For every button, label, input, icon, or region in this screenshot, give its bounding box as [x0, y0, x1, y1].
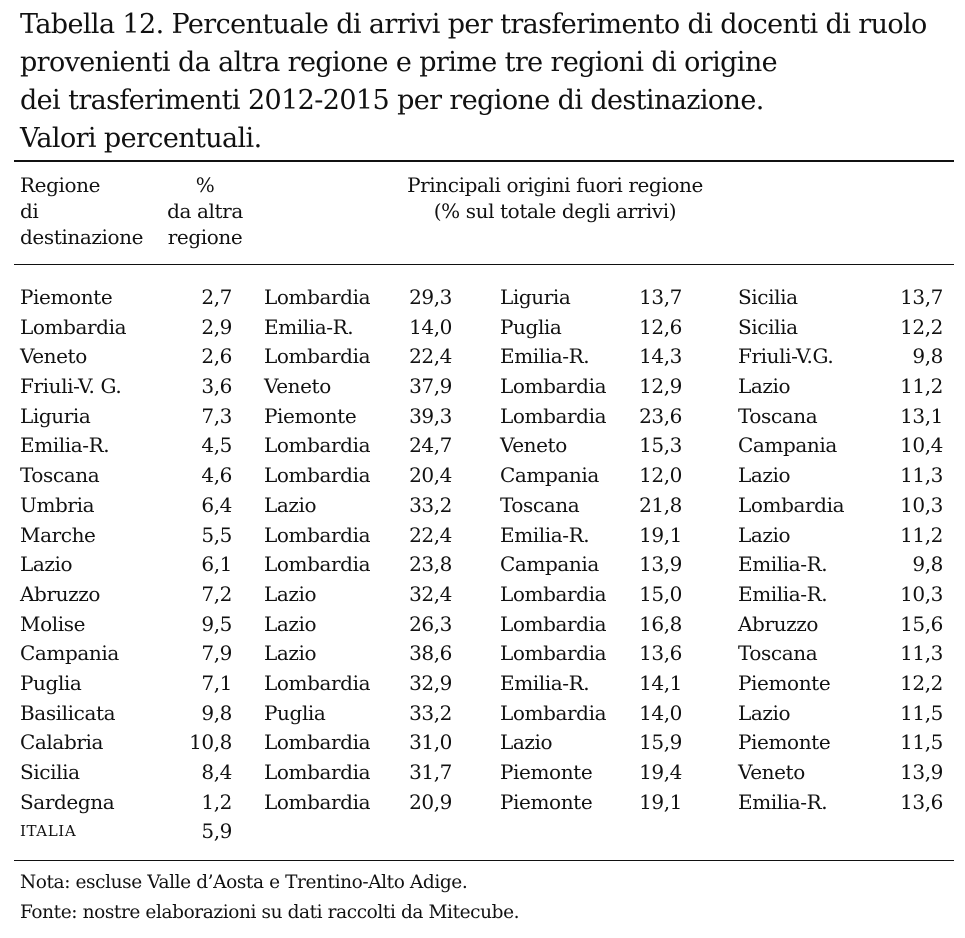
origin-2-name: Campania [500, 463, 599, 488]
origin-2-value: 19,1 [639, 522, 682, 547]
destination-region: Toscana [20, 463, 100, 488]
origin-2-name: Lombardia [500, 581, 607, 606]
percent-other-region: 10,8 [189, 730, 232, 755]
origin-3-value: 10,4 [900, 433, 943, 458]
percent-other-region: 9,5 [201, 611, 232, 636]
origin-2-name: Puglia [500, 314, 562, 339]
table-row [0, 669, 965, 699]
origin-1-name: Lombardia [264, 730, 371, 755]
origin-1-name: Lombardia [264, 344, 371, 369]
destination-region: Lazio [20, 552, 73, 577]
destination-region: Sicilia [20, 760, 80, 784]
total-percent: 5,9 [201, 819, 232, 844]
table-row [0, 313, 965, 343]
header-line: (% sul totale degli arrivi) [433, 199, 677, 223]
origin-1-value: 23,8 [409, 552, 452, 577]
destination-region: Veneto [20, 344, 87, 369]
destination-region: Sardegna [20, 789, 115, 814]
percent-other-region: 2,7 [201, 285, 232, 309]
origin-3-value: 10,3 [900, 581, 943, 606]
origin-1-value: 33,2 [409, 700, 452, 725]
percent-other-region: 5,5 [201, 522, 232, 547]
origin-1-value: 26,3 [409, 611, 452, 636]
table-row [0, 610, 965, 640]
destination-region: Puglia [20, 670, 82, 695]
origin-2-name: Campania [500, 552, 599, 577]
origin-2-value: 16,8 [639, 611, 682, 636]
origin-2-value: 12,0 [639, 463, 682, 488]
destination-region: Campania [20, 641, 119, 666]
table-row [0, 342, 965, 372]
percent-other-region: 7,3 [201, 403, 232, 428]
origin-2-name: Lombardia [500, 403, 607, 428]
header-line: Regione [20, 173, 101, 197]
origin-3-name: Lazio [738, 700, 791, 725]
destination-region: Calabria [20, 730, 104, 755]
origin-1-value: 37,9 [409, 374, 452, 399]
header-line: Principali origini fuori regione [407, 173, 703, 197]
origin-3-name: Abruzzo [738, 611, 819, 636]
caption-line: dei trasferimenti 2012-2015 per regione di destinazione. [20, 85, 764, 116]
origin-3-name: Lazio [738, 522, 791, 547]
table-row [0, 461, 965, 491]
origin-3-value: 10,3 [900, 492, 943, 517]
origin-2-value: 13,6 [639, 641, 682, 666]
table-row [0, 580, 965, 610]
origin-2-name: Lombardia [500, 700, 607, 725]
origin-3-name: Piemonte [738, 670, 831, 695]
destination-region: Lombardia [20, 314, 127, 339]
origin-3-value: 11,3 [900, 463, 943, 488]
percent-other-region: 6,4 [201, 492, 232, 517]
origin-2-value: 21,8 [639, 492, 682, 517]
percent-other-region: 7,2 [201, 581, 232, 606]
origin-2-name: Lombardia [500, 611, 607, 636]
header-origins [360, 172, 750, 224]
origin-1-value: 20,4 [409, 463, 452, 488]
origin-3-value: 13,9 [900, 760, 943, 784]
table-row [0, 521, 965, 551]
origin-1-value: 20,9 [409, 789, 452, 814]
origin-2-name: Emilia-R. [500, 522, 590, 547]
top-rule [14, 160, 954, 162]
origin-2-value: 13,9 [639, 552, 682, 577]
origin-1-value: 39,3 [409, 403, 452, 428]
origin-3-value: 11,5 [900, 730, 943, 755]
destination-region: Basilicata [20, 700, 116, 725]
origin-2-name: Lazio [500, 730, 553, 755]
origin-3-value: 11,3 [900, 641, 943, 666]
origin-1-name: Lazio [264, 492, 317, 517]
origin-1-value: 22,4 [409, 344, 452, 369]
origin-2-value: 14,1 [639, 670, 682, 695]
percent-other-region: 3,6 [201, 374, 232, 399]
header-line: da altra [167, 199, 243, 223]
percent-other-region: 7,1 [201, 670, 232, 695]
origin-3-name: Emilia-R. [738, 789, 828, 814]
origin-3-value: 11,2 [900, 374, 943, 399]
origin-1-value: 24,7 [409, 433, 452, 458]
origin-1-name: Puglia [264, 700, 326, 725]
origin-3-value: 11,5 [900, 700, 943, 725]
origin-1-name: Lazio [264, 641, 317, 666]
origin-2-value: 15,9 [639, 730, 682, 755]
percent-other-region: 9,8 [201, 700, 232, 725]
percent-other-region: 4,6 [201, 463, 232, 488]
destination-region: Umbria [20, 492, 95, 517]
origin-2-value: 12,6 [639, 314, 682, 339]
origin-1-value: 14,0 [409, 314, 452, 339]
origin-2-value: 12,9 [639, 374, 682, 399]
origin-1-value: 38,6 [409, 641, 452, 666]
origin-3-name: Veneto [738, 760, 805, 784]
total-label: ITALIA [20, 822, 77, 841]
percent-other-region: 1,2 [201, 789, 232, 814]
table-row [0, 491, 965, 521]
header-percent [160, 172, 250, 250]
destination-region: Friuli-V. G. [20, 374, 122, 399]
origin-3-value: 9,8 [912, 344, 943, 369]
destination-region: Piemonte [20, 285, 113, 309]
header-line: regione [167, 225, 243, 249]
origin-2-value: 15,3 [639, 433, 682, 458]
table-row [0, 372, 965, 402]
destination-region: Molise [20, 611, 86, 636]
origin-1-name: Lombardia [264, 789, 371, 814]
table-row [0, 402, 965, 432]
origin-1-value: 31,7 [409, 760, 452, 784]
table-row [0, 699, 965, 729]
note-line: Nota: escluse Valle d’Aosta e Trentino-Alto Adige. [20, 872, 468, 893]
origin-2-name: Piemonte [500, 760, 593, 784]
origin-1-name: Emilia-R. [264, 314, 354, 339]
origin-1-name: Lazio [264, 611, 317, 636]
table-caption [20, 6, 950, 158]
source-line: Fonte: nostre elaborazioni su dati raccolti da Mitecube. [20, 902, 520, 923]
origin-2-value: 14,3 [639, 344, 682, 369]
caption-line: Tabella 12. Percentuale di arrivi per trasferimento di docenti di ruolo [20, 9, 927, 40]
origin-1-name: Lombardia [264, 670, 371, 695]
origin-3-value: 13,6 [900, 789, 943, 814]
origin-3-value: 11,2 [900, 522, 943, 547]
origin-1-name: Lombardia [264, 522, 371, 547]
origin-2-value: 15,0 [639, 581, 682, 606]
destination-region: Emilia-R. [20, 433, 110, 458]
origin-2-name: Veneto [500, 433, 567, 458]
origin-3-value: 13,7 [900, 285, 943, 309]
origin-2-name: Emilia-R. [500, 344, 590, 369]
origin-3-name: Friuli-V.G. [738, 344, 834, 369]
table-notes [20, 868, 519, 928]
header-line: % [195, 173, 215, 197]
table-row [0, 639, 965, 669]
origin-1-value: 29,3 [409, 285, 452, 309]
origin-1-name: Lombardia [264, 760, 371, 784]
origin-1-value: 31,0 [409, 730, 452, 755]
origin-1-name: Lombardia [264, 463, 371, 488]
origin-3-name: Sicilia [738, 285, 798, 309]
origin-3-name: Lazio [738, 463, 791, 488]
origin-2-name: Piemonte [500, 789, 593, 814]
origin-2-value: 19,4 [639, 760, 682, 784]
origin-3-name: Lazio [738, 374, 791, 399]
caption-line: provenienti da altra regione e prime tre regioni di origine [20, 47, 778, 78]
origin-1-value: 33,2 [409, 492, 452, 517]
percent-other-region: 7,9 [201, 641, 232, 666]
percent-other-region: 6,1 [201, 552, 232, 577]
origin-3-name: Toscana [738, 403, 818, 428]
header-rule [14, 264, 954, 265]
table-body [0, 283, 965, 847]
origin-3-name: Emilia-R. [738, 552, 828, 577]
percent-other-region: 2,9 [201, 314, 232, 339]
origin-3-name: Emilia-R. [738, 581, 828, 606]
origin-3-value: 12,2 [900, 670, 943, 695]
origin-2-value: 19,1 [639, 789, 682, 814]
percent-other-region: 4,5 [201, 433, 232, 458]
origin-2-value: 23,6 [639, 403, 682, 428]
percent-other-region: 8,4 [201, 760, 232, 784]
table-row [0, 283, 965, 313]
percent-other-region: 2,6 [201, 344, 232, 369]
origin-1-name: Piemonte [264, 403, 357, 428]
bottom-rule [14, 860, 954, 861]
origin-3-name: Piemonte [738, 730, 831, 755]
table-row [0, 788, 965, 818]
origin-3-value: 12,2 [900, 314, 943, 339]
destination-region: Abruzzo [20, 581, 101, 606]
origin-3-name: Lombardia [738, 492, 845, 517]
origin-2-name: Emilia-R. [500, 670, 590, 695]
origin-3-name: Campania [738, 433, 837, 458]
total-row [0, 817, 965, 847]
table-row [0, 758, 965, 788]
origin-3-name: Toscana [738, 641, 818, 666]
origin-1-name: Lombardia [264, 433, 371, 458]
origin-3-value: 15,6 [900, 611, 943, 636]
header-line: destinazione [20, 225, 144, 249]
origin-2-name: Toscana [500, 492, 580, 517]
origin-1-name: Lazio [264, 581, 317, 606]
origin-3-name: Sicilia [738, 314, 798, 339]
origin-3-value: 13,1 [900, 403, 943, 428]
origin-1-value: 22,4 [409, 522, 452, 547]
origin-1-value: 32,9 [409, 670, 452, 695]
table-row [0, 550, 965, 580]
origin-2-value: 14,0 [639, 700, 682, 725]
header-region [20, 172, 143, 250]
origin-3-value: 9,8 [912, 552, 943, 577]
origin-1-name: Veneto [264, 374, 331, 399]
table-row [0, 728, 965, 758]
caption-line: Valori percentuali. [20, 123, 262, 154]
header-line: di [20, 199, 39, 223]
origin-2-name: Lombardia [500, 374, 607, 399]
destination-region: Liguria [20, 403, 91, 428]
origin-1-name: Lombardia [264, 285, 371, 309]
origin-1-value: 32,4 [409, 581, 452, 606]
origin-2-name: Lombardia [500, 641, 607, 666]
destination-region: Marche [20, 522, 96, 547]
origin-2-value: 13,7 [639, 285, 682, 309]
origin-2-name: Liguria [500, 285, 571, 309]
table-row [0, 431, 965, 461]
origin-1-name: Lombardia [264, 552, 371, 577]
